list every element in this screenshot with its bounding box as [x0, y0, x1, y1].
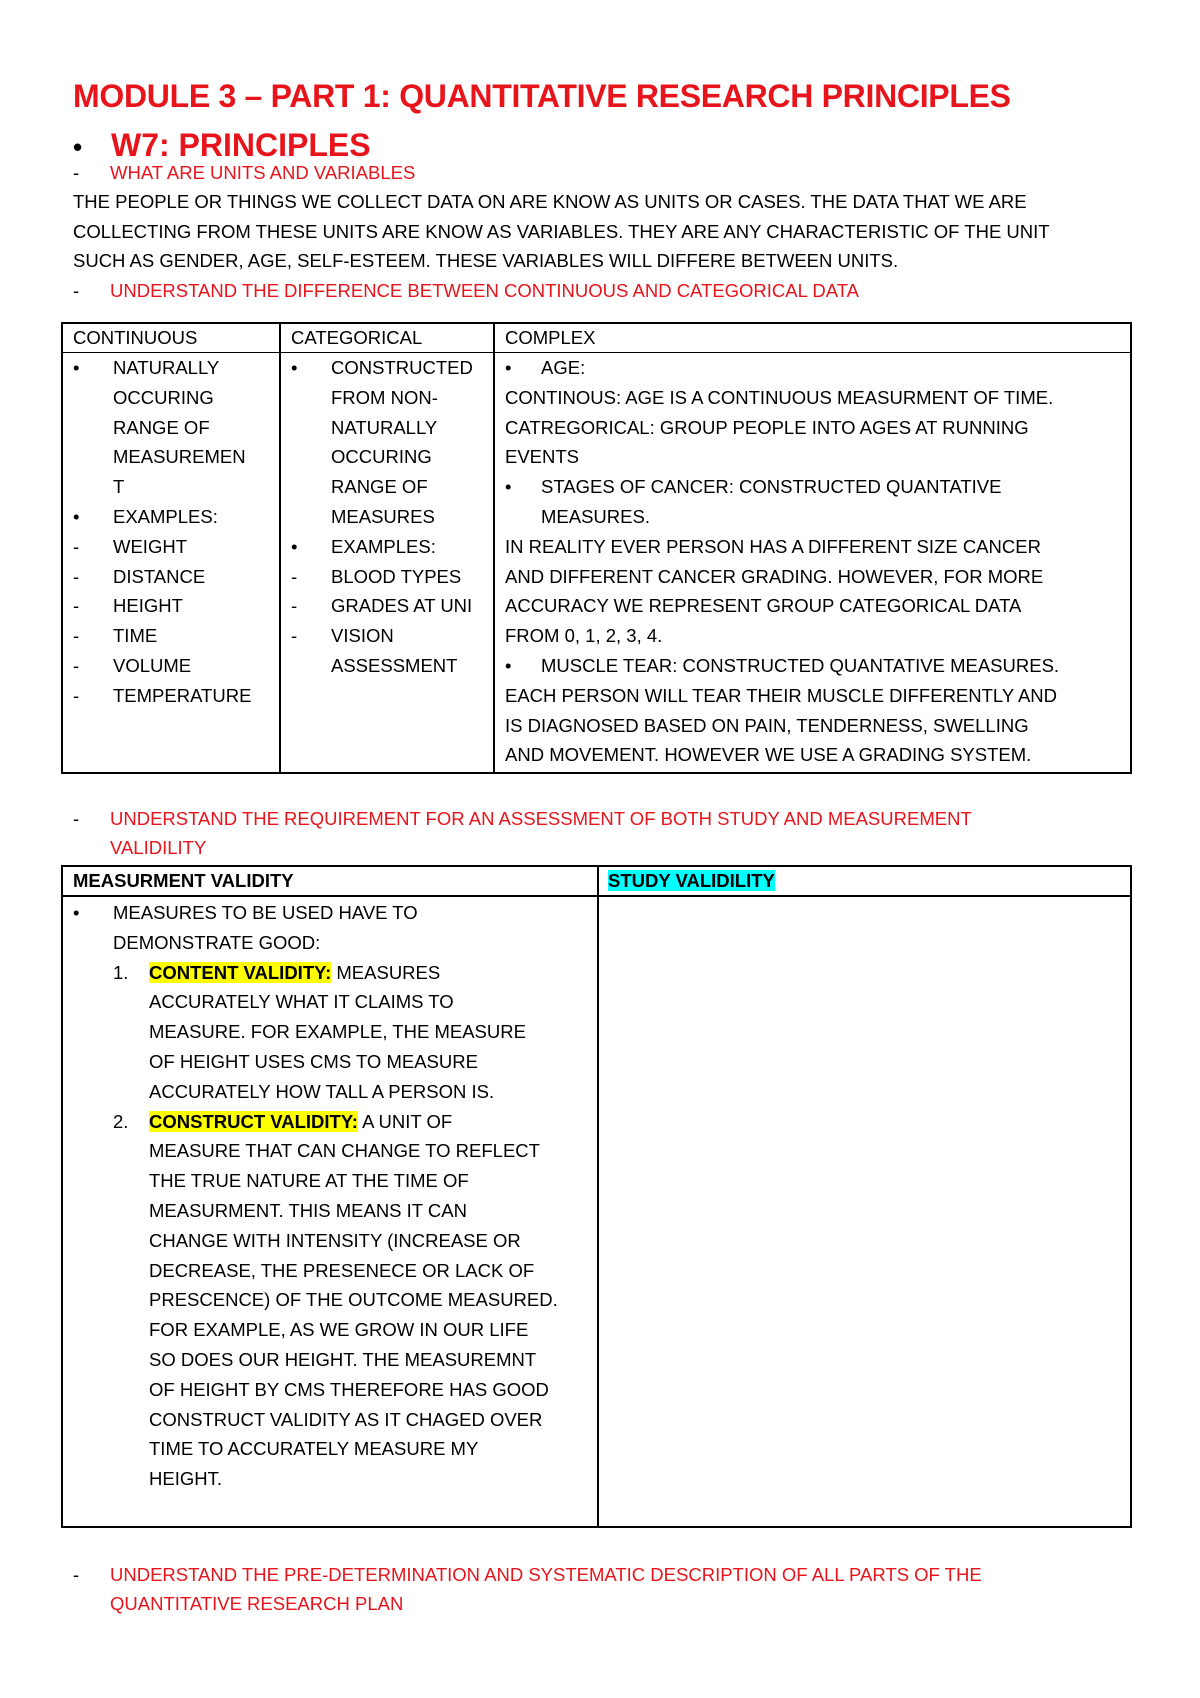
cell-line: AND MOVEMENT. HOWEVER WE USE A GRADING SYSTEM. — [505, 744, 1032, 766]
list-item — [73, 898, 593, 958]
cell-line: DEMONSTRATE GOOD: — [113, 931, 321, 953]
cell-line: NATURALLY — [113, 357, 220, 378]
dash-marker: - — [73, 162, 80, 183]
table-header-categorical: CATEGORICAL — [291, 327, 423, 348]
list-item — [73, 502, 273, 532]
list-number: 2. — [113, 1110, 129, 1132]
cell-line: IN REALITY EVER PERSON HAS A DIFFERENT SIZE CANCER — [505, 535, 1041, 557]
cell-line: GRADES AT UNI — [331, 595, 473, 617]
cell-line: CHANGE WITH INTENSITY (INCREASE OR — [149, 1229, 521, 1251]
cell-line: HEIGHT. — [149, 1468, 222, 1490]
list-item — [73, 591, 273, 621]
dash-marker: - — [291, 565, 298, 587]
cell-line: ASSESSMENT — [331, 654, 458, 676]
bullet-icon: • — [505, 476, 512, 498]
highlighted-term: CONSTRUCT VALIDITY: — [149, 1110, 358, 1132]
cell-line: MEASURMENT. THIS MEANS IT CAN — [149, 1199, 467, 1221]
term-rest: MEASURES — [331, 961, 441, 983]
cell-line: CONTINOUS: AGE IS A CONTINUOUS MEASURMENT OF TIME. — [505, 386, 1054, 408]
measurement-validity-cell — [73, 898, 593, 1494]
cell-line: ACCURACY WE REPRESENT GROUP CATEGORICAL DATA — [505, 595, 1022, 617]
table-header-continuous: CONTINUOUS — [73, 327, 198, 348]
table-header-complex: COMPLEX — [505, 327, 596, 348]
cell-line: ACCURATELY HOW TALL A PERSON IS. — [149, 1080, 495, 1102]
list-item — [73, 958, 593, 1107]
header-text: STUDY VALIDILITY — [608, 870, 775, 891]
cell-line: OF HEIGHT USES CMS TO MEASURE — [149, 1050, 478, 1072]
bullet-icon: • — [73, 505, 80, 527]
cell-line: TIME TO ACCURATELY MEASURE MY — [149, 1438, 479, 1460]
categorical-cell — [291, 353, 491, 681]
dash-marker: - — [291, 625, 298, 647]
list-number: 1. — [113, 961, 129, 983]
cell-line: CONSTRUCTED — [331, 357, 473, 378]
dash-marker: - — [73, 684, 80, 706]
highlighted-term: CONTENT VALIDITY: — [149, 961, 332, 983]
cell-line: OCCURING — [331, 446, 432, 468]
units-paragraph — [73, 187, 1143, 276]
list-item — [291, 591, 491, 621]
bullet-icon: • — [291, 535, 298, 557]
cell-line: FROM NON- — [331, 386, 438, 408]
cell-line: EXAMPLES: — [331, 535, 436, 557]
cell-line: MEASURE THAT CAN CHANGE TO REFLECT — [149, 1140, 540, 1162]
table-divider — [279, 322, 281, 772]
bullet-icon: • — [505, 357, 512, 378]
cell-line: DECREASE, THE PRESENECE OR LACK OF — [149, 1259, 535, 1281]
list-item — [505, 651, 1125, 681]
list-item — [73, 532, 273, 562]
cell-line: T — [113, 476, 125, 498]
cell-line — [149, 1107, 593, 1137]
list-item — [73, 562, 273, 592]
cell-line: EACH PERSON WILL TEAR THEIR MUSCLE DIFFERENTLY AND — [505, 684, 1058, 706]
list-item — [291, 532, 491, 562]
paragraph-line: COLLECTING FROM THESE UNITS ARE KNOW AS VARIABLES. THEY ARE ANY CHARACTERISTIC OF THE UNIT — [73, 220, 1050, 242]
cell-line: AGE: — [541, 357, 586, 378]
cell-line: STAGES OF CANCER: CONSTRUCTED QUANTATIVE — [541, 476, 1002, 498]
cell-line: ACCURATELY WHAT IT CLAIMS TO — [149, 991, 454, 1013]
dash-marker: - — [73, 280, 80, 301]
list-item — [73, 1107, 593, 1494]
cell-line: VOLUME — [113, 654, 192, 676]
dash-marker: - — [73, 808, 80, 829]
header-text: MEASURMENT VALIDITY — [73, 870, 294, 891]
bullet-icon: • — [505, 654, 512, 676]
cell-line: EVENTS — [505, 446, 580, 468]
cell-line: FROM 0, 1, 2, 3, 4. — [505, 625, 663, 647]
cell-line: FOR EXAMPLE, AS WE GROW IN OUR LIFE — [149, 1319, 529, 1341]
cell-line: CATREGORICAL: GROUP PEOPLE INTO AGES AT RUNNING — [505, 416, 1029, 438]
cell-line: THE TRUE NATURE AT THE TIME OF — [149, 1170, 469, 1192]
cell-line: OCCURING — [113, 386, 214, 408]
cell-line: AND DIFFERENT CANCER GRADING. HOWEVER, FOR MORE — [505, 565, 1044, 587]
term-rest: A UNIT OF — [357, 1110, 453, 1132]
cell-line: MEASURE. FOR EXAMPLE, THE MEASURE — [149, 1021, 526, 1043]
cell-line: RANGE OF — [331, 476, 428, 498]
bullet-icon: • — [73, 902, 80, 923]
list-item — [73, 681, 273, 711]
week-heading-text: W7: PRINCIPLES — [111, 127, 371, 163]
list-item — [73, 651, 273, 681]
paragraph-line: THE PEOPLE OR THINGS WE COLLECT DATA ON ARE KNOW AS UNITS OR CASES. THE DATA THAT WE ARE — [73, 191, 1027, 212]
dash-marker: - — [73, 595, 80, 617]
list-item — [505, 472, 1125, 532]
cell-line: HEIGHT — [113, 595, 183, 617]
section-heading-text: UNDERSTAND THE REQUIREMENT FOR AN ASSESSMENT OF BOTH STUDY AND MEASUREMENT — [110, 808, 972, 829]
cell-line: TEMPERATURE — [113, 684, 252, 706]
section-heading-text: WHAT ARE UNITS AND VARIABLES — [110, 162, 416, 183]
cell-line: MEASUREMEN — [113, 446, 246, 468]
table-header-measurement-validity — [73, 866, 294, 896]
list-item — [291, 562, 491, 592]
section-heading-text: UNDERSTAND THE DIFFERENCE BETWEEN CONTINUOUS AND CATEGORICAL DATA — [110, 280, 859, 301]
cell-line: EXAMPLES: — [113, 505, 218, 527]
bullet-icon: • — [73, 357, 80, 378]
cell-line: PRESCENCE) OF THE OUTCOME MEASURED. — [149, 1289, 558, 1311]
dash-marker: - — [73, 625, 80, 647]
dash-marker: - — [73, 654, 80, 676]
dash-marker: - — [291, 595, 298, 617]
cell-line: MEASURES TO BE USED HAVE TO — [113, 902, 418, 923]
cell-line: MEASURES. — [541, 505, 650, 527]
cell-line: SO DOES OUR HEIGHT. THE MEASUREMNT — [149, 1348, 537, 1370]
dash-marker: - — [73, 535, 80, 557]
cell-line: NATURALLY — [331, 416, 438, 438]
cell-line — [149, 958, 593, 988]
list-item — [505, 353, 1125, 383]
cell-line: VISION — [331, 625, 394, 647]
page-title: MODULE 3 – PART 1: QUANTITATIVE RESEARCH PRINCIPLES — [73, 78, 1011, 114]
section-heading-data-types — [73, 276, 859, 305]
list-item — [73, 353, 273, 502]
section-heading-text: UNDERSTAND THE PRE-DETERMINATION AND SYSTEMATIC DESCRIPTION OF ALL PARTS OF THE — [110, 1564, 982, 1585]
list-item — [291, 353, 491, 532]
cell-line: OF HEIGHT BY CMS THEREFORE HAS GOOD — [149, 1378, 549, 1400]
table-divider — [597, 865, 599, 1526]
table-divider — [493, 322, 495, 772]
cell-line: DISTANCE — [113, 565, 206, 587]
section-heading-research-plan — [73, 1560, 1133, 1618]
continuous-cell — [73, 353, 273, 711]
section-heading-text: QUANTITATIVE RESEARCH PLAN — [110, 1593, 404, 1614]
list-item — [291, 621, 491, 681]
table-header-study-validity — [608, 866, 775, 896]
cell-line: WEIGHT — [113, 535, 187, 557]
section-heading-units — [73, 158, 415, 187]
section-heading-text: VALIDILITY — [110, 837, 207, 858]
cell-line: MUSCLE TEAR: CONSTRUCTED QUANTATIVE MEASURES. — [541, 654, 1060, 676]
complex-cell — [505, 353, 1125, 770]
bullet-icon: • — [291, 357, 298, 378]
cell-line: TIME — [113, 625, 158, 647]
cell-line: IS DIAGNOSED BASED ON PAIN, TENDERNESS, SWELLING — [505, 714, 1029, 736]
bullet-icon: • — [73, 132, 83, 162]
list-item — [73, 621, 273, 651]
dash-marker: - — [73, 565, 80, 587]
dash-marker: - — [73, 1564, 80, 1585]
cell-line: CONSTRUCT VALIDITY AS IT CHAGED OVER — [149, 1408, 543, 1430]
cell-line: BLOOD TYPES — [331, 565, 462, 587]
section-heading-validity — [73, 804, 1133, 862]
paragraph-line: SUCH AS GENDER, AGE, SELF-ESTEEM. THESE VARIABLES WILL DIFFERE BETWEEN UNITS. — [73, 250, 899, 271]
cell-line: MEASURES — [331, 505, 435, 527]
cell-line: RANGE OF — [113, 416, 210, 438]
